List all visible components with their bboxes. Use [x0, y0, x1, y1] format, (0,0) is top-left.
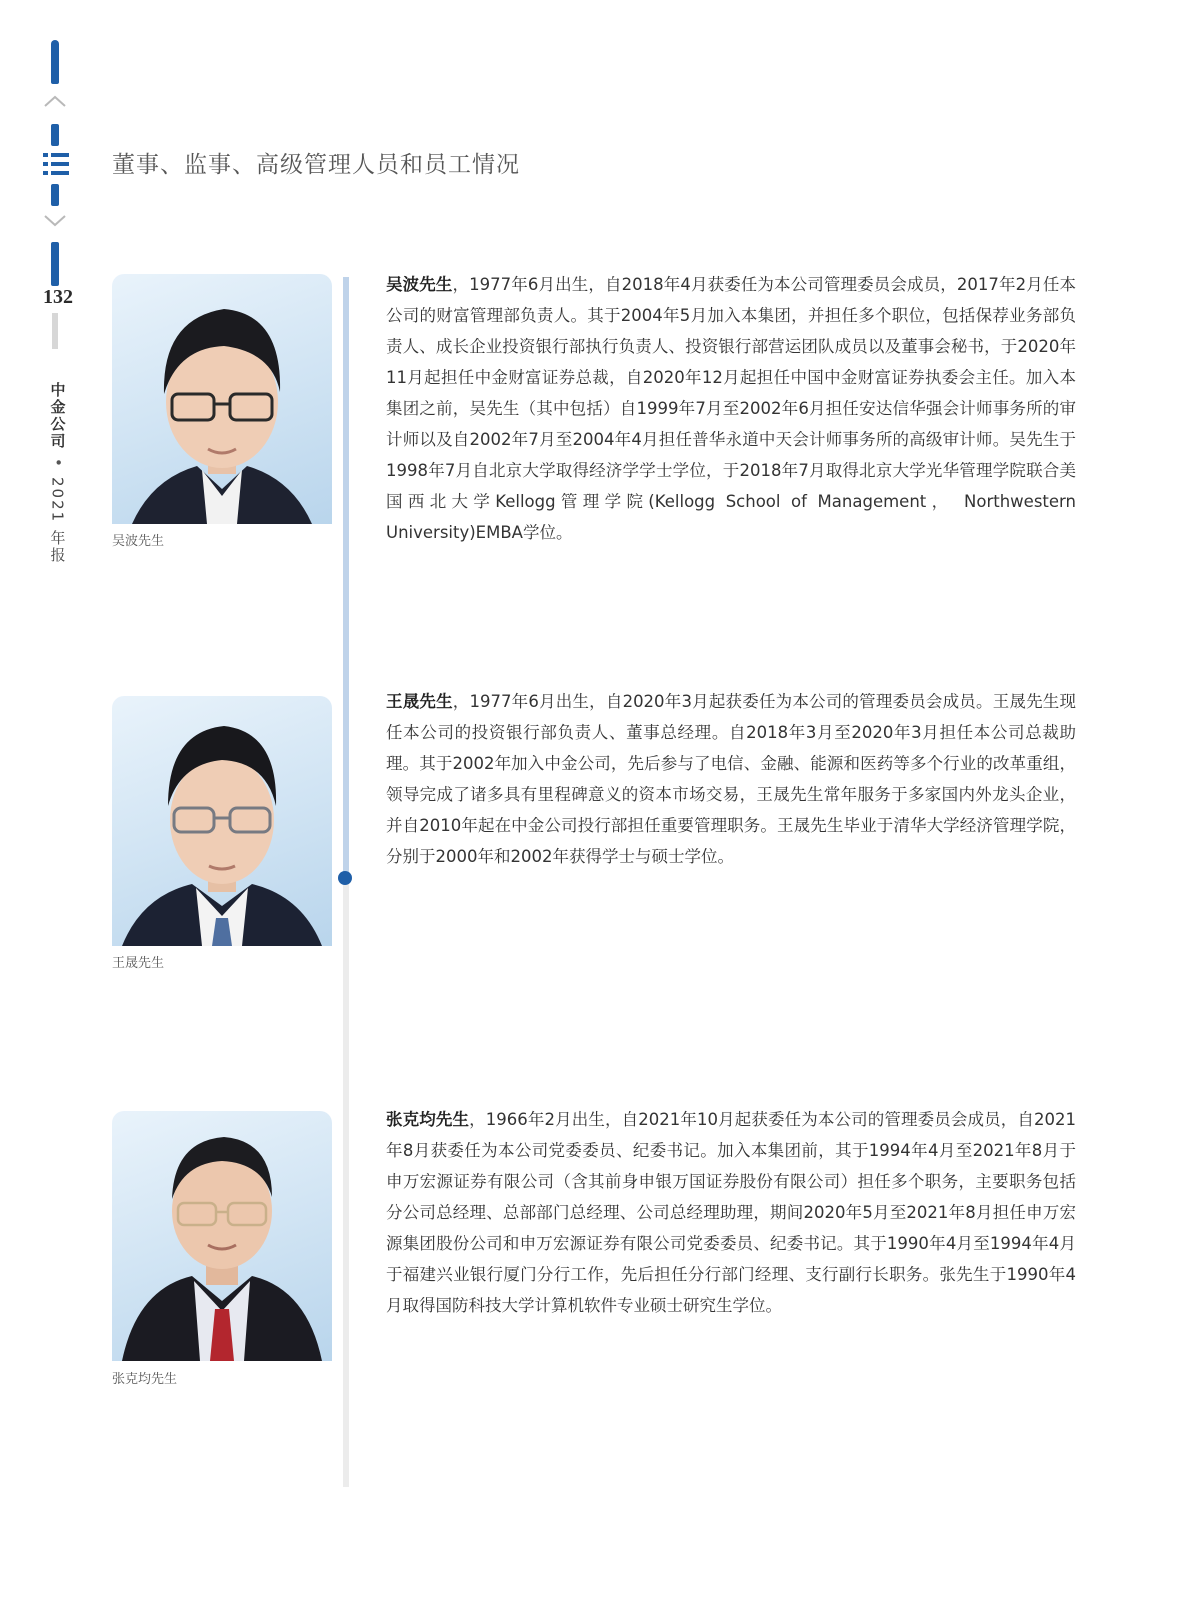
separator-dot: • — [49, 458, 67, 469]
biography-text — [386, 269, 1076, 548]
report-label — [45, 382, 71, 564]
nav-rail-segment — [51, 124, 59, 146]
portrait-photo-zhang-kejun — [112, 1111, 332, 1361]
timeline-progress — [343, 277, 349, 877]
timeline-marker — [338, 871, 352, 885]
nav-rail-bottom — [51, 242, 59, 286]
nav-rail-segment — [51, 184, 59, 206]
nav-rail-top — [51, 40, 59, 84]
portrait-caption: 吴波先生 — [112, 534, 165, 549]
person-name: 王晟先生 — [386, 692, 453, 711]
person-name: 吴波先生 — [386, 275, 453, 294]
portrait-caption: 王晟先生 — [112, 956, 165, 971]
portrait-photo-wang-sheng — [112, 696, 332, 946]
portrait-photo-wu-bo — [112, 274, 332, 524]
page-number: 132 — [43, 286, 73, 308]
biography-text — [386, 686, 1076, 872]
biography-body: ，1977年6月出生，自2018年4月获委任为本公司管理委员会成员，2017年2月任本公司的财富管理部负责人。其于2004年5月加入本集团，并担任多个职位，包括保荐业务部负责人、成长企业投资银行部执行负责人、投资银行部营运团队成员以及董事会秘书，于2020年11月起担任中金财富证券总裁，自2020年12月起担任中国中金财富证券执委会主任。加入本集团之前，吴先生（其中包括）自1999年7月至2002年6月担任安达信华强会计师事务所的审计师以及自2002年7月至2004年4月担任普华永道中天会计师事务所的高级审计师。吴先生于1998年7月自北京大学取得经济学学士学位，于2018年7月取得北京大学光华管理学院联合美国西北大学Kellogg管理学院(Kellogg School of Management， Northwestern University)EMBA学位。 — [386, 275, 1077, 542]
person-name: 张克均先生 — [386, 1110, 470, 1129]
portrait-caption: 张克均先生 — [112, 1372, 178, 1387]
report-year: 2021 年报 — [48, 476, 67, 564]
biography-body: ，1977年6月出生，自2020年3月起获委任为本公司的管理委员会成员。王晟先生现任本公司的投资银行部负责人、董事总经理。自2018年3月至2020年3月担任本公司总裁助理。其于2002年加入中金公司，先后参与了电信、金融、能源和医药等多个行业的改革重组，领导完成了诸多具有里程碑意义的资本市场交易，王晟先生常年服务于多家国内外龙头企业，并自2010年起在中金公司投行部担任重要管理职务。王晟先生毕业于清华大学经济管理学院，分别于2000年和2002年获得学士与硕士学位。 — [386, 692, 1076, 866]
chevron-up-icon[interactable] — [43, 94, 67, 108]
nav-rail-divider — [52, 313, 58, 349]
section-title: 董事、监事、高级管理人员和员工情况 — [112, 152, 520, 178]
biography-body: ，1966年2月出生，自2021年10月起获委任为本公司的管理委员会成员，自2021年8月获委任为本公司党委委员、纪委书记。加入本集团前，其于1994年4月至2021年8月于申万宏源证券有限公司（含其前身申银万国证券股份有限公司）担任多个职务，主要职务包括分公司总经理、总部部门总经理、公司总经理助理，期间2020年5月至2021年8月担任申万宏源集团股份公司和申万宏源证券有限公司党委委员、纪委书记。其于1990年4月至1994年4月于福建兴业银行厦门分行工作，先后担任分行部门经理、支行副行长职务。张先生于1990年4月取得国防科技大学计算机软件专业硕士研究生学位。 — [386, 1110, 1077, 1315]
biography-text — [386, 1104, 1076, 1321]
menu-list-icon[interactable] — [43, 150, 69, 178]
chevron-down-icon[interactable] — [43, 214, 67, 228]
brand-name: 中金公司 — [48, 382, 67, 450]
